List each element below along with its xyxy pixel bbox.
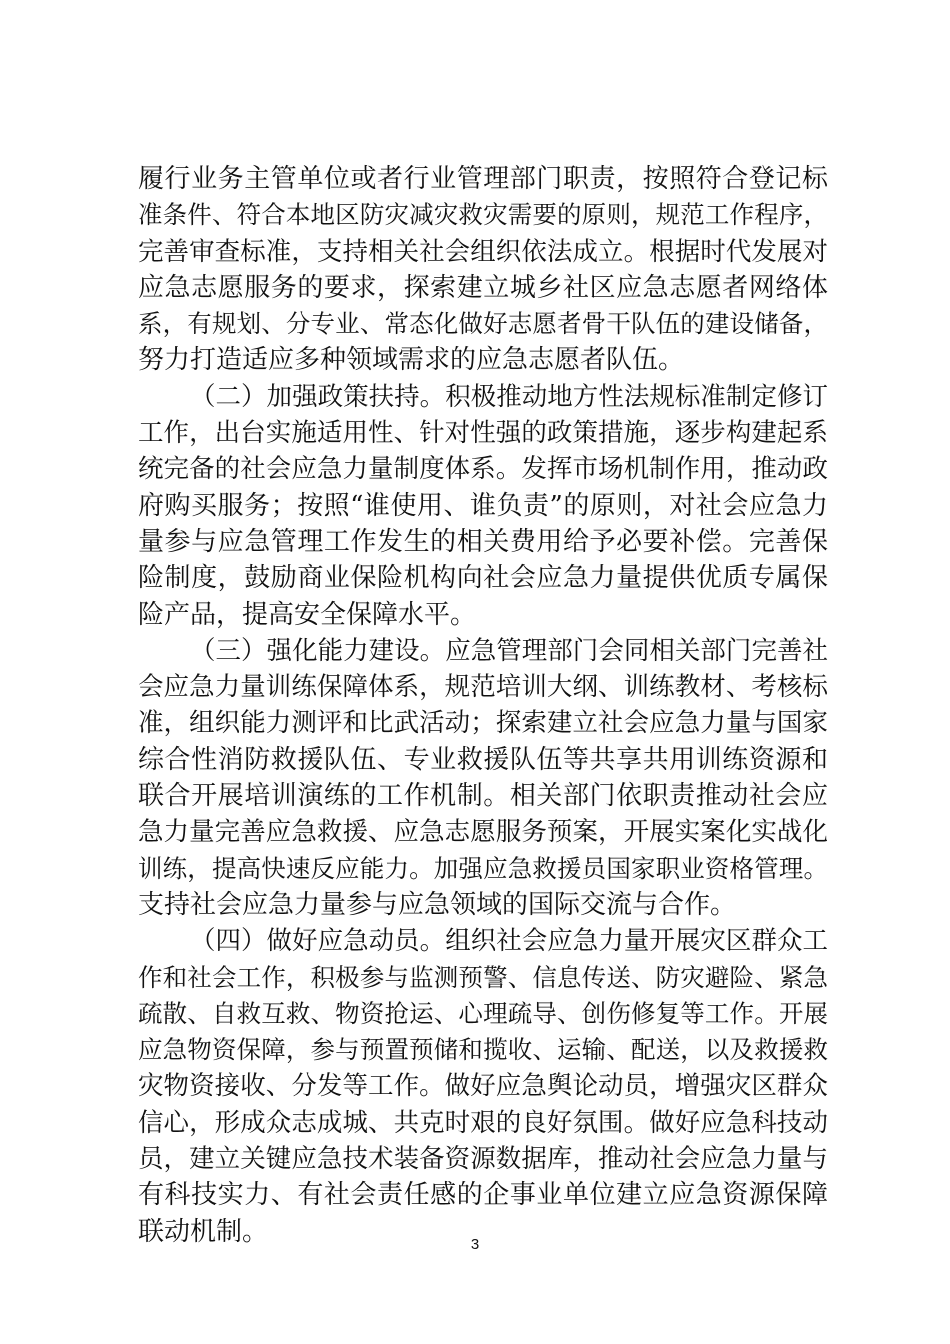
text-line: 急力量完善应急救援、应急志愿服务预案，开展实案化实战化 [138, 817, 828, 848]
text-line: 综合性消防救援队伍、专业救援队伍等共享共用训练资源和 [138, 744, 828, 775]
paragraph [138, 379, 828, 633]
text-line: 疏散、自救互救、物资抢运、心理疏导、创伤修复等工作。开展 [138, 998, 828, 1028]
text-line: 险制度，鼓励商业保险机构向社会应急力量提供优质专属保 [138, 563, 828, 594]
text-line: （二）加强政策扶持。积极推动地方性法规标准制定修订 [190, 381, 828, 412]
text-line: 联合开展培训演练的工作机制。相关部门依职责推动社会应 [138, 781, 828, 812]
paragraph [138, 923, 828, 1250]
text-line: 信心，形成众志成城、共克时艰的良好氛围。做好应急科技动 [138, 1107, 828, 1138]
paragraph [138, 161, 828, 379]
text-line: 完善审查标准，支持相关社会组织依法成立。根据时代发展对 [138, 236, 828, 267]
text-line: 工作，出台实施适用性、针对性强的政策措施，逐步构建起系 [138, 418, 828, 449]
text-line: 准，组织能力测评和比武活动；探索建立社会应急力量与国家 [138, 708, 828, 739]
text-line: 员，建立关键应急技术装备资源数据库，推动社会应急力量与 [138, 1144, 828, 1175]
text-line: 应急物资保障，参与预置预储和揽收、运输、配送，以及救援救 [138, 1035, 828, 1065]
text-line: 有科技实力、有社会责任感的企事业单位建立应急资源保障 [138, 1180, 828, 1211]
text-line: 准条件、符合本地区防灾减灾救灾需要的原则，规范工作程序， [138, 200, 828, 230]
paragraph [138, 633, 828, 923]
text-line: 量参与应急管理工作发生的相关费用给予必要补偿。完善保 [138, 526, 828, 557]
text-line: 险产品，提高安全保障水平。 [138, 599, 477, 630]
text-line: 支持社会应急力量参与应急领域的国际交流与合作。 [138, 889, 737, 920]
text-line: 系，有规划、分专业、常态化做好志愿者骨干队伍的建设储备， [138, 309, 828, 339]
text-line: 作和社会工作，积极参与监测预警、信息传送、防灾避险、紧急 [138, 962, 828, 992]
body-text [138, 161, 828, 1250]
text-line: 会应急力量训练保障体系，规范培训大纲、训练教材、考核标 [138, 672, 828, 703]
text-line: 统完备的社会应急力量制度体系。发挥市场机制作用，推动政 [138, 454, 828, 485]
text-line: 灾物资接收、分发等工作。做好应急舆论动员，增强灾区群众 [138, 1071, 828, 1102]
text-line: 训练，提高快速反应能力。加强应急救援员国家职业资格管理。 [138, 853, 828, 883]
text-line: （三）强化能力建设。应急管理部门会同相关部门完善社 [190, 635, 828, 666]
text-line: 努力打造适应多种领域需求的应急志愿者队伍。 [138, 345, 685, 376]
text-line: 应急志愿服务的要求，探索建立城乡社区应急志愿者网络体 [138, 272, 828, 303]
text-line: 履行业务主管单位或者行业管理部门职责，按照符合登记标 [138, 164, 828, 194]
text-line: （四）做好应急动员。组织社会应急力量开展灾区群众工 [190, 926, 828, 957]
text-line: 联动机制。 [138, 1216, 269, 1247]
text-line: 府购买服务；按照“谁使用、谁负责”的原则，对社会应急力 [138, 490, 828, 521]
page-number: 3 [470, 1236, 480, 1253]
